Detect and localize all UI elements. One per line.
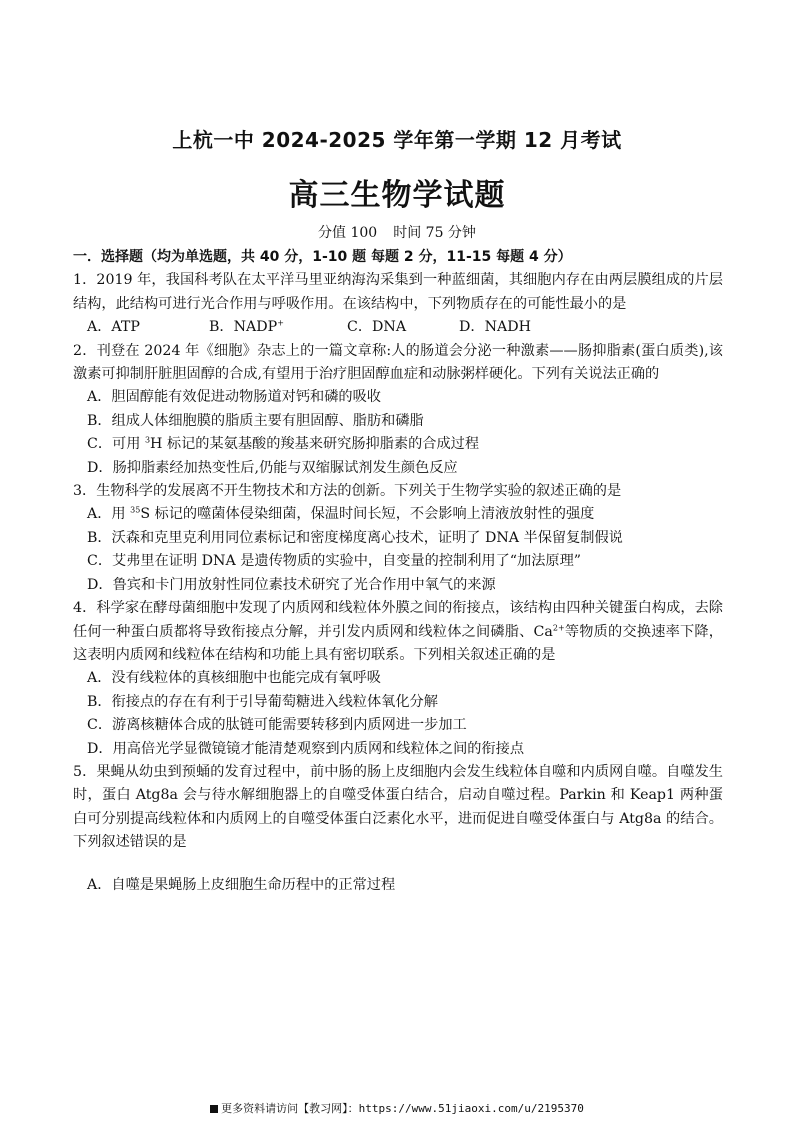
question-3 xyxy=(73,480,723,597)
question-stem: 1．2019 年，我国科考队在太平洋马里亚纳海沟采集到一种蓝细菌，其细胞内存在由两层膜组成的片层结构，此结构可进行光合作用与呼吸作用。在该结构中，下列物质存在的可能性最小的是 xyxy=(73,272,723,312)
option-b: B．NADP+ xyxy=(209,318,284,336)
option-b: B．沃森和克里克利用同位素标记和密度梯度离心技术，证明了 DNA 半保留复制假说 xyxy=(87,529,623,546)
option-c: C．可用 $^3$H 标记的某氨基酸的羧基来研究肠抑脂素的合成过程 xyxy=(87,435,480,453)
option-a: A．自噬是果蝇肠上皮细胞生命历程中的正常过程 xyxy=(87,876,396,893)
time-info: 时间 75 分钟 xyxy=(393,225,476,241)
question-5 xyxy=(73,761,723,897)
footer-link[interactable]: 更多资料请访问【教习网】：https://www.51jiaoxi.com/u/2195370 xyxy=(221,1102,584,1115)
score-info: 分值 100 xyxy=(318,225,378,241)
option-b: B．衔接点的存在有利于引导葡萄糖进入线粒体氧化分解 xyxy=(87,693,438,710)
option-a: A．胆固醇能有效促进动物肠道对钙和磷的吸收 xyxy=(87,389,381,406)
section-title: 一．选择题（均为单选题，共 40 分，1-10 题 每题 2 分，11-15 每题 4 分） xyxy=(73,249,572,265)
question-stem: 2．刊登在 2024 年《细胞》杂志上的一篇文章称:人的肠道会分泌一种激素——肠抑脂素(蛋白质类),该激素可抑制肝脏胆固醇的合成,有望用于治疗胆固醇血症和动脉粥样硬化。下列有关说法正确的 xyxy=(73,342,723,383)
option-c: C．艾弗里在证明 DNA 是遗传物质的实验中，自变量的控制利用了“加法原理” xyxy=(87,553,582,570)
option-a: A．ATP xyxy=(87,319,140,336)
option-c: C．游离核糖体合成的肽链可能需要转移到内质网进一步加工 xyxy=(87,717,467,734)
option-d: D．鲁宾和卡门用放射性同位素技术研究了光合作用中氧气的来源 xyxy=(87,576,496,593)
flag-icon xyxy=(210,1105,218,1113)
option-d: D．NADH xyxy=(459,319,531,336)
option-a: A．用 $^{35}$S 标记的噬菌体侵染细菌，保温时间长短，不会影响上清液放射性的强度 xyxy=(87,505,595,523)
option-d: D．肠抑脂素经加热变性后,仍能与双缩脲试剂发生颜色反应 xyxy=(87,459,458,476)
exam-title: 高三生物学试题 xyxy=(288,178,506,213)
question-1 xyxy=(73,269,723,339)
exam-content xyxy=(73,246,723,897)
footer xyxy=(0,1100,794,1116)
question-2 xyxy=(73,340,723,480)
question-stem: 5．果蝇从幼虫到预蛹的发育过程中，前中肠的肠上皮细胞内会发生线粒体自噬和内质网自噬。自噬发生时，蛋白 Atg8a 会与待水解细胞器上的自噬受体蛋白结合，启动自噬过程。Parkin 和 Keap1 两种蛋白可分别提高线粒体和内质网上的自噬受体蛋白泛素化水平，进而促进自噬受体蛋白与 Atg8a 的结合。下列叙述错误的是 xyxy=(73,763,723,851)
option-a: A．没有线粒体的真核细胞中也能完成有氧呼吸 xyxy=(87,670,381,687)
question-stem: 4．科学家在酵母菌细胞中发现了内质网和线粒体外膜之间的衔接点，该结构由四种关键蛋白构成，去除任何一种蛋白质都将导致衔接点分解，并引发内质网和线粒体之间磷脂、$Ca^{2+}$等物质的交换速率下降，这表明内质网和线粒体在结构和功能上具有密切联系。下列相关叙述正确的是 xyxy=(73,600,723,663)
option-c: C．DNA xyxy=(347,319,407,336)
school-title: 上杭一中 2024-2025 学年第一学期 12 月考试 xyxy=(172,128,622,152)
question-stem: 3．生物科学的发展离不开生物技术和方法的创新。下列关于生物学实验的叙述正确的是 xyxy=(73,483,622,500)
question-4 xyxy=(73,597,723,761)
options-row xyxy=(73,316,723,339)
exam-meta xyxy=(0,222,794,242)
option-b: B．组成人体细胞膜的脂质主要有胆固醇、脂肪和磷脂 xyxy=(87,412,424,429)
option-d: D．用高倍光学显微镜镜才能清楚观察到内质网和线粒体之间的衔接点 xyxy=(87,740,525,757)
